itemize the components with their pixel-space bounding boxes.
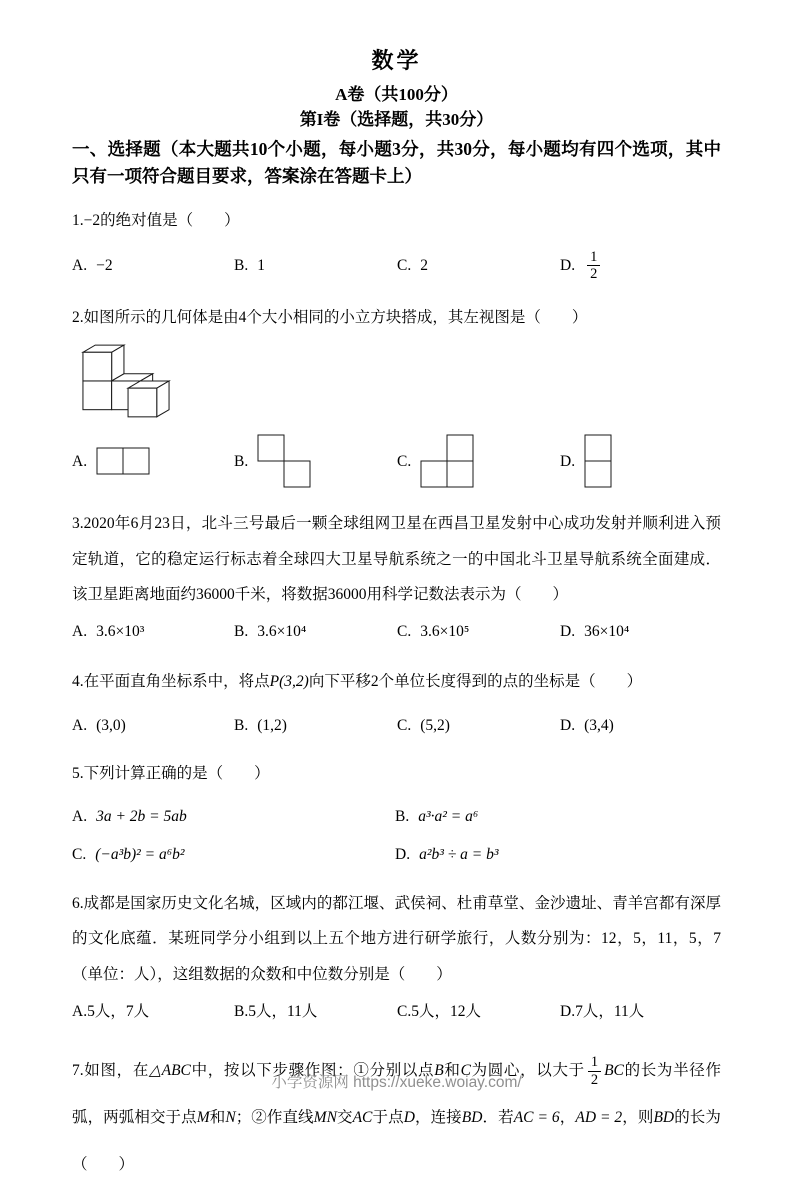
text-segment: 的长为半径作弧，两弧相交于点 xyxy=(72,1061,721,1126)
question-5-option-c xyxy=(72,846,395,864)
question-4-stem xyxy=(72,669,721,695)
option-label: C. xyxy=(397,256,412,274)
cube-solid-drawing xyxy=(76,341,176,423)
question-4-options xyxy=(72,717,721,735)
fraction-denominator: 2 xyxy=(590,266,598,283)
math-segment: △ABC xyxy=(149,1061,191,1079)
question-6-option-a xyxy=(72,999,234,1021)
question-6-option-d xyxy=(560,999,721,1021)
question-4-option-b xyxy=(234,717,397,735)
question-2-option-c xyxy=(397,434,560,490)
option-label: C. xyxy=(397,717,412,735)
option-a-figure xyxy=(96,447,152,477)
section-intro: 一、选择题（本大题共10个小题，每小题3分，共30分，每小题均有四个选项，其中只有一项符合题目要求，答案涂在答题卡上） xyxy=(72,139,721,187)
option-label: A. xyxy=(72,453,88,471)
option-value: D.7人，11人 xyxy=(560,1002,645,1020)
math-segment: M xyxy=(196,1108,210,1126)
question-5-option-b xyxy=(395,808,721,826)
option-value: 36×10⁴ xyxy=(584,623,630,641)
option-value: a²b³ ÷ a = b³ xyxy=(419,845,499,863)
option-label: D. xyxy=(560,453,576,471)
text-segment: ， xyxy=(559,1108,576,1126)
option-label: D. xyxy=(560,256,576,274)
fraction-denominator: 2 xyxy=(590,1071,599,1088)
math-segment: P(3,2) xyxy=(269,673,309,691)
option-label: D. xyxy=(560,717,576,735)
option-label: D. xyxy=(395,845,411,863)
option-label: C. xyxy=(397,623,412,641)
text-segment: ，连接 xyxy=(414,1108,462,1126)
option-label: B. xyxy=(234,717,249,735)
option-value: B.5人，11人 xyxy=(234,1002,318,1020)
math-segment: BD xyxy=(653,1108,675,1126)
option-label: A. xyxy=(72,256,88,274)
option-value: 1 xyxy=(257,256,265,274)
site-watermark: 小学资源网 https://xueke.woiay.com/ xyxy=(271,1074,522,1091)
text-segment: 中，按以下步骤作图：①分别以点 xyxy=(190,1061,435,1079)
math-segment: BC xyxy=(604,1061,624,1079)
question-4 xyxy=(72,669,721,735)
question-1-options xyxy=(72,247,721,285)
question-3-option-b xyxy=(234,623,397,641)
text-segment: 的长为（ ） xyxy=(72,1108,721,1174)
page-title: 数学 xyxy=(371,48,422,73)
option-label: B. xyxy=(234,623,249,641)
volume-heading: A卷（共100分） xyxy=(335,85,458,104)
question-4-option-d xyxy=(560,717,721,735)
option-label: A. xyxy=(72,623,88,641)
question-2-option-a xyxy=(72,447,234,477)
option-label: A. xyxy=(72,807,88,825)
option-value: 3.6×10⁵ xyxy=(420,623,470,641)
option-value: (5,2) xyxy=(420,717,450,735)
math-segment: N xyxy=(225,1108,236,1126)
question-6-option-b xyxy=(234,999,397,1021)
option-value: (3,0) xyxy=(96,717,126,735)
question-4-option-c xyxy=(397,717,560,735)
question-1-option-a xyxy=(72,257,234,275)
option-value: (1,2) xyxy=(257,717,287,735)
text-segment: 和 xyxy=(209,1108,226,1126)
option-label: C. xyxy=(397,453,412,471)
math-segment: AC xyxy=(352,1108,373,1126)
option-label: A. xyxy=(72,717,88,735)
question-2-stem: 2.如图所示的几何体是由4个大小相同的小立方块搭成，其左视图是（ ） xyxy=(72,308,588,326)
fraction-one-half xyxy=(587,249,600,282)
option-value: 2 xyxy=(420,256,428,274)
question-2 xyxy=(72,305,721,490)
option-value: −2 xyxy=(96,256,113,274)
text-segment: 于点 xyxy=(372,1108,404,1126)
math-segment: B xyxy=(434,1061,444,1079)
text-segment: ；②作直线 xyxy=(235,1108,314,1126)
text-segment: 4.在平面直角坐标系中，将点 xyxy=(72,673,270,691)
question-1 xyxy=(72,208,721,284)
option-label: C. xyxy=(72,845,87,863)
option-value: A.5人，7人 xyxy=(72,1002,150,1020)
question-2-option-d xyxy=(560,434,721,490)
text-segment: 向下平移2个单位长度得到的点的坐标是（ ） xyxy=(308,673,643,691)
question-3-option-c xyxy=(397,623,560,641)
option-value: 3.6×10³ xyxy=(96,623,145,641)
question-1-option-d xyxy=(560,249,721,282)
fraction-numerator: 1 xyxy=(588,1054,601,1071)
part-heading: 第I卷（选择题，共30分） xyxy=(299,110,494,130)
math-segment: BD xyxy=(461,1108,483,1126)
option-value: (3,4) xyxy=(584,717,614,735)
text-segment: 交 xyxy=(336,1108,353,1126)
question-5-stem: 5.下列计算正确的是（ ） xyxy=(72,765,270,783)
option-value: 3a + 2b = 5ab xyxy=(96,807,187,825)
option-value: C.5人，12人 xyxy=(397,1002,481,1020)
question-4-option-a xyxy=(72,717,234,735)
question-5-option-a xyxy=(72,808,395,826)
question-3-stem: 3.2020年6月23日，北斗三号最后一颗全球组网卫星在西昌卫星发射中心成功发射并顺利进入预定轨道，它的稳定运行标志着全球四大卫星导航系统之一的中国北斗卫星导航系统全面建成．该卫星距离地面约36000千米，将数据36000用科学记数法表示为（ ） xyxy=(72,515,721,604)
option-value: a³·a² = a⁶ xyxy=(418,807,479,825)
option-b-figure xyxy=(257,434,313,490)
option-value: 3.6×10⁴ xyxy=(257,623,307,641)
math-segment: AD = 2 xyxy=(575,1108,623,1126)
text-segment: ，则 xyxy=(622,1108,654,1126)
question-2-options xyxy=(72,434,721,490)
question-3-option-a xyxy=(72,623,234,641)
question-1-option-c xyxy=(397,257,560,275)
math-segment: D xyxy=(403,1108,415,1126)
text-segment: ．若 xyxy=(482,1108,514,1126)
question-5-option-d xyxy=(395,846,721,864)
fraction-numerator: 1 xyxy=(587,249,600,266)
question-3-options xyxy=(72,623,721,641)
option-value: (−a³b)² = a⁶b² xyxy=(95,845,185,863)
question-6-stem: 6.成都是国家历史文化名城，区域内的都江堰、武侯祠、杜甫草堂、金沙遗址、青羊宫都有深厚的文化底蕴．某班同学分小组到以上五个地方进行研学旅行，人数分别为：12，5，11，5，7（单位：人），这组数据的众数和中位数分别是（ ） xyxy=(72,894,721,984)
option-label: B. xyxy=(234,453,249,471)
question-1-stem: 1.−2的绝对值是（ ） xyxy=(72,212,240,230)
option-label: B. xyxy=(234,256,249,274)
question-7-stem xyxy=(72,1047,721,1188)
question-5-options-row-1 xyxy=(72,808,721,826)
cube-solid-figure xyxy=(76,341,721,428)
question-3-option-d xyxy=(560,623,721,641)
question-1-option-b xyxy=(234,257,397,275)
option-c-figure xyxy=(420,434,476,490)
text-segment: 和 xyxy=(443,1061,461,1079)
question-6 xyxy=(72,886,721,1021)
option-label: B. xyxy=(395,807,410,825)
question-5 xyxy=(72,761,721,863)
math-segment: C xyxy=(460,1061,471,1079)
option-d-figure xyxy=(584,434,614,490)
question-7 xyxy=(72,1047,721,1188)
question-5-options-row-2 xyxy=(72,846,721,864)
option-label: D. xyxy=(560,623,576,641)
question-3 xyxy=(72,506,721,641)
question-6-options xyxy=(72,999,721,1021)
text-segment: 为圆心，以大于 xyxy=(470,1061,585,1079)
question-2-option-b xyxy=(234,434,397,490)
math-segment: MN xyxy=(313,1108,337,1126)
text-segment: 7.如图，在 xyxy=(72,1061,150,1079)
math-segment: AC = 6 xyxy=(513,1108,560,1126)
question-6-option-c xyxy=(397,999,560,1021)
